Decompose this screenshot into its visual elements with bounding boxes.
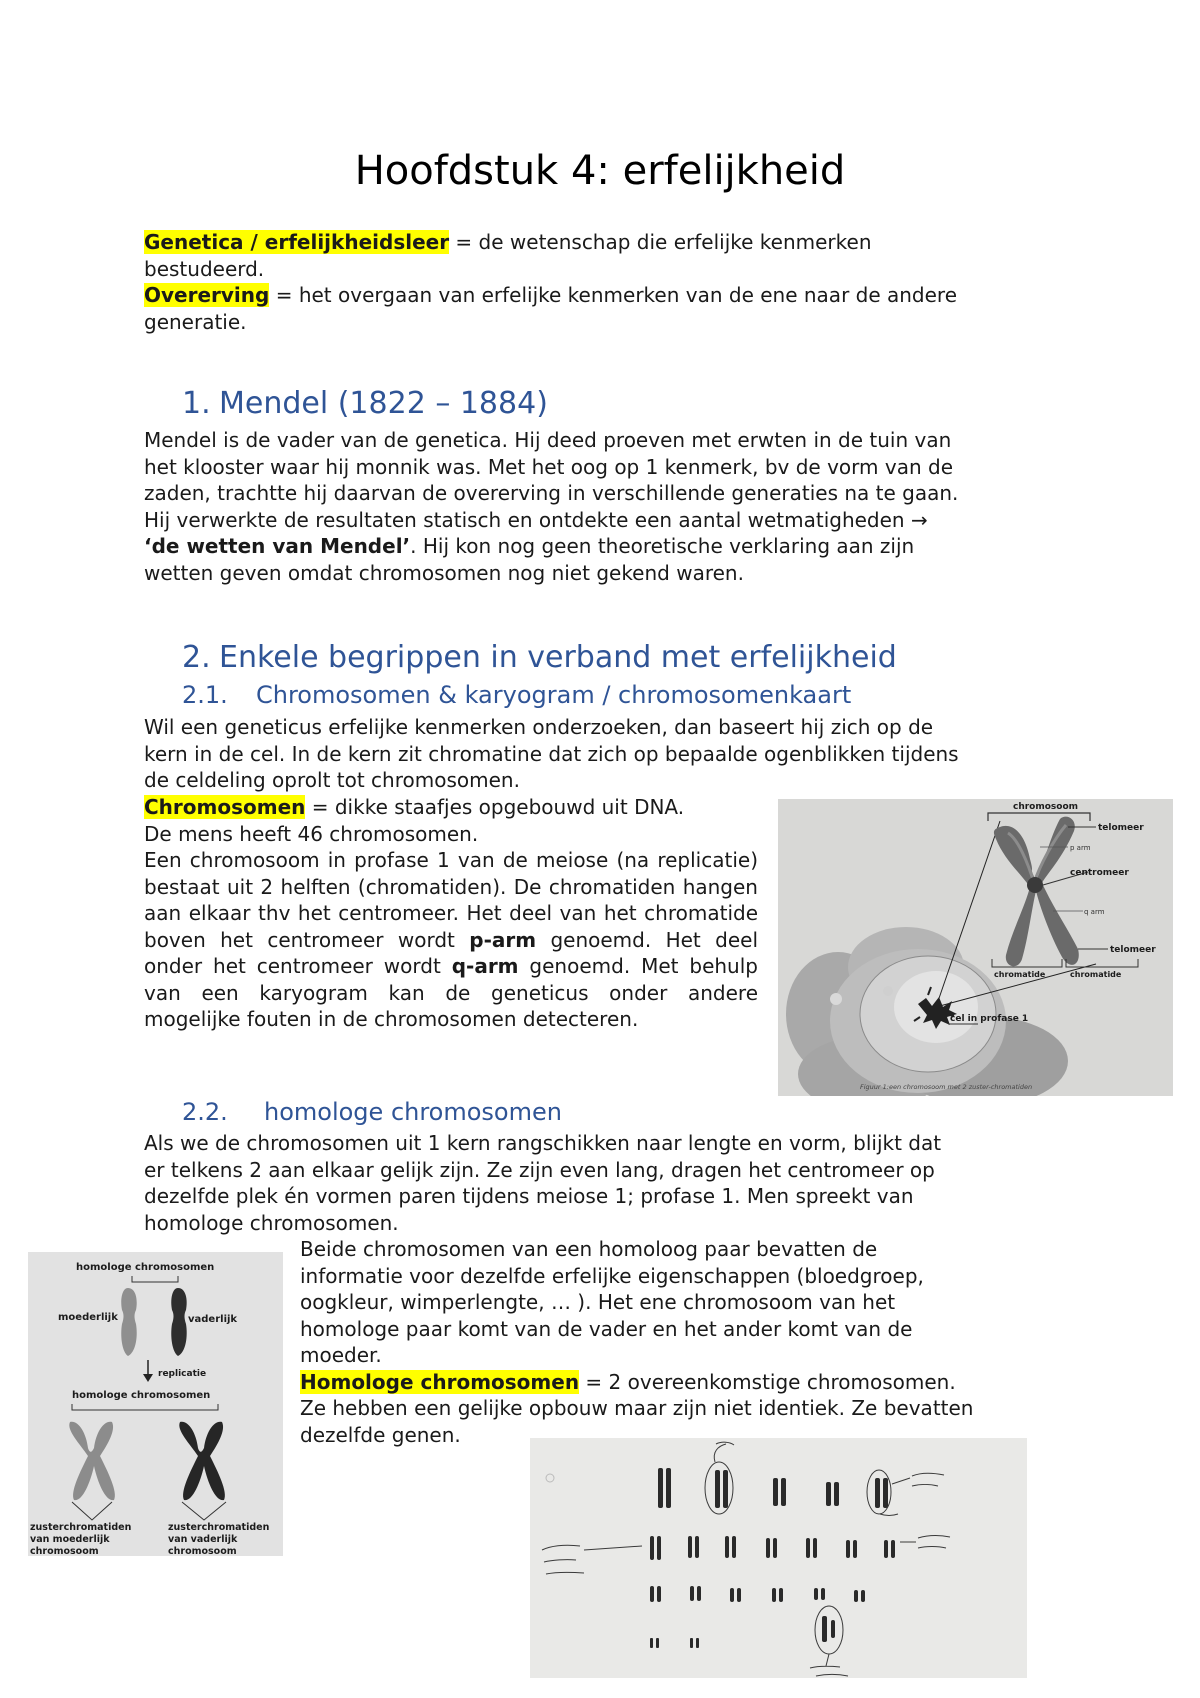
svg-text:p arm: p arm bbox=[1070, 844, 1091, 852]
term-genetica: Genetica / erfelijkheidsleer bbox=[144, 230, 450, 254]
paragraph-chromatiden: Een chromosoom in profase 1 van de meiose (na replicatie) bestaat uit 2 helften (chromatiden). De chromatiden hangen aan elkaar thv het centromeer. Het deel van het chromatide boven het centromeer wordt p-arm genoemd. Het deel onder het centromeer wordt q-arm genoemd. Met behulp van een karyogram kan de geneticus onder andere mogelijke fouten in de chromosomen detecteren. bbox=[144, 848, 759, 1031]
svg-text:vaderlijk: vaderlijk bbox=[188, 1314, 238, 1325]
label-chromosoom: chromosoom bbox=[1013, 802, 1079, 812]
svg-text:homologe chromosomen: homologe chromosomen bbox=[76, 1262, 215, 1273]
homologous-diagram bbox=[28, 1252, 283, 1556]
section-heading-mendel: 1. Mendel (1822 – 1884) bbox=[182, 386, 548, 421]
svg-text:homologe chromosomen: homologe chromosomen bbox=[72, 1390, 211, 1401]
subsection-heading-chromosomen: 2.1. Chromosomen & karyogram / chromosomenkaart bbox=[182, 681, 852, 709]
intro-definitions: Genetica / erfelijkheidsleer = de wetenschap die erfelijke kenmerken bestudeerd. Overerving = het overgaan van erfelijke kenmerken van de ene naar de andere generatie. bbox=[144, 229, 1074, 335]
homologous-chromosomes-figure bbox=[28, 1252, 283, 1556]
figure-caption: Figuur 1:een chromosoom met 2 zuster-chromatiden bbox=[860, 1083, 1033, 1091]
svg-text:chromatide: chromatide bbox=[1070, 970, 1122, 979]
karyogram-image bbox=[530, 1438, 1027, 1678]
svg-text:cel in profase 1: cel in profase 1 bbox=[950, 1014, 1029, 1024]
svg-text:replicatie: replicatie bbox=[158, 1369, 207, 1379]
subsection-heading-homologe: 2.2. homologe chromosomen bbox=[182, 1098, 562, 1126]
svg-text:van moederlijk: van moederlijk bbox=[30, 1534, 110, 1545]
svg-text:centromeer: centromeer bbox=[1070, 868, 1129, 878]
term-homologe-chromosomen: Homologe chromosomen bbox=[300, 1369, 580, 1394]
svg-text:moederlijk: moederlijk bbox=[58, 1312, 118, 1323]
svg-text:zusterchromatiden: zusterchromatiden bbox=[30, 1522, 132, 1533]
svg-text:chromosoom: chromosoom bbox=[168, 1546, 237, 1556]
definition-genetica: Genetica / erfelijkheidsleer = de wetenschap die erfelijke kenmerken bbox=[144, 230, 872, 254]
svg-text:chromatide: chromatide bbox=[994, 970, 1046, 979]
svg-text:q arm: q arm bbox=[1084, 908, 1105, 916]
svg-text:van vaderlijk: van vaderlijk bbox=[168, 1534, 238, 1545]
term-chromosomen: Chromosomen bbox=[144, 795, 306, 819]
subsection-homologe-intro: Als we de chromosomen uit 1 kern rangschikken naar lengte en vorm, blijkt dat er telkens 2 aan elkaar gelijk zijn. Ze zijn even lang, dragen het centromeer op dezelfde plek én vormen paren tijdens meiose 1; profase 1. Men spreekt van homologe chromosomen. bbox=[144, 1131, 942, 1235]
svg-text:zusterchromatiden: zusterchromatiden bbox=[168, 1522, 270, 1533]
svg-text:chromosoom: chromosoom bbox=[30, 1546, 99, 1556]
page-title: Hoofdstuk 4: erfelijkheid bbox=[354, 148, 846, 194]
chromosome-diagram bbox=[778, 799, 1173, 1096]
subsection-chromosomen-body: Chromosomen = dikke staafjes opgebouwd uit DNA. De mens heeft 46 chromosomen. Een chromosoom in profase 1 van de meiose (na replicatie) bestaat uit 2 helften (chromatiden). De chromatiden hangen aan elkaar thv het centromeer. Het deel van het chromatide boven het centromeer wordt p-arm genoemd. Het deel onder het centromeer wordt q-arm genoemd. Met behulp van een karyogram kan de geneticus onder andere mogelijke fouten in de chromosomen detecteren. bbox=[144, 795, 759, 1031]
term-overerving: Overerving bbox=[144, 283, 270, 307]
chromosome-figure bbox=[778, 799, 1173, 1096]
definition-chromosomen: Chromosomen = dikke staafjes opgebouwd uit DNA. bbox=[144, 795, 685, 819]
definition-homologe: Homologe chromosomen = 2 overeenkomstige chromosomen. bbox=[300, 1369, 956, 1394]
svg-text:telomeer: telomeer bbox=[1098, 823, 1144, 833]
subsection-homologe-body: Beide chromosomen van een homoloog paar bevatten de informatie voor dezelfde erfelijke eigenschappen (bloedgroep, oogkleur, wimperlengte, … ). Het ene chromosoom van het homologe paar komt van de vader en het ander komt van de moeder. Homologe chromosomen = 2 overeenkomstige chromosomen. Ze hebben een gelijke opbouw maar zijn niet identiek. Ze bevatten dezelfde genen. bbox=[300, 1236, 1100, 1448]
wetten-van-mendel: ‘de wetten van Mendel’ bbox=[144, 534, 411, 558]
karyogram-figure bbox=[530, 1438, 1027, 1678]
svg-text:telomeer: telomeer bbox=[1110, 945, 1156, 955]
definition-overerving: Overerving = het overgaan van erfelijke kenmerken van de ene naar de andere bbox=[144, 283, 958, 307]
section-heading-begrippen: 2. Enkele begrippen in verband met erfelijkheid bbox=[182, 640, 897, 675]
section-mendel-body: Mendel is de vader van de genetica. Hij deed proeven met erwten in de tuin van het klooster waar hij monnik was. Met het oog op 1 kenmerk, bv de vorm van de zaden, trachtte hij daarvan de overerving in verschillende generaties na te gaan. Hij verwerkte de resultaten statisch en ontdekte een aantal wetmatigheden → ‘de wetten van Mendel’. Hij kon nog geen theoretische verklaring aan zijn wetten geven omdat chromosomen nog niet gekend waren. bbox=[144, 428, 959, 585]
subsection-chromosomen-intro: Wil een geneticus erfelijke kenmerken onderzoeken, dan baseert hij zich op de kern in de cel. In de kern zit chromatine dat zich op bepaalde ogenblikken tijdens de celdeling oprolt tot chromosomen. bbox=[144, 715, 959, 792]
